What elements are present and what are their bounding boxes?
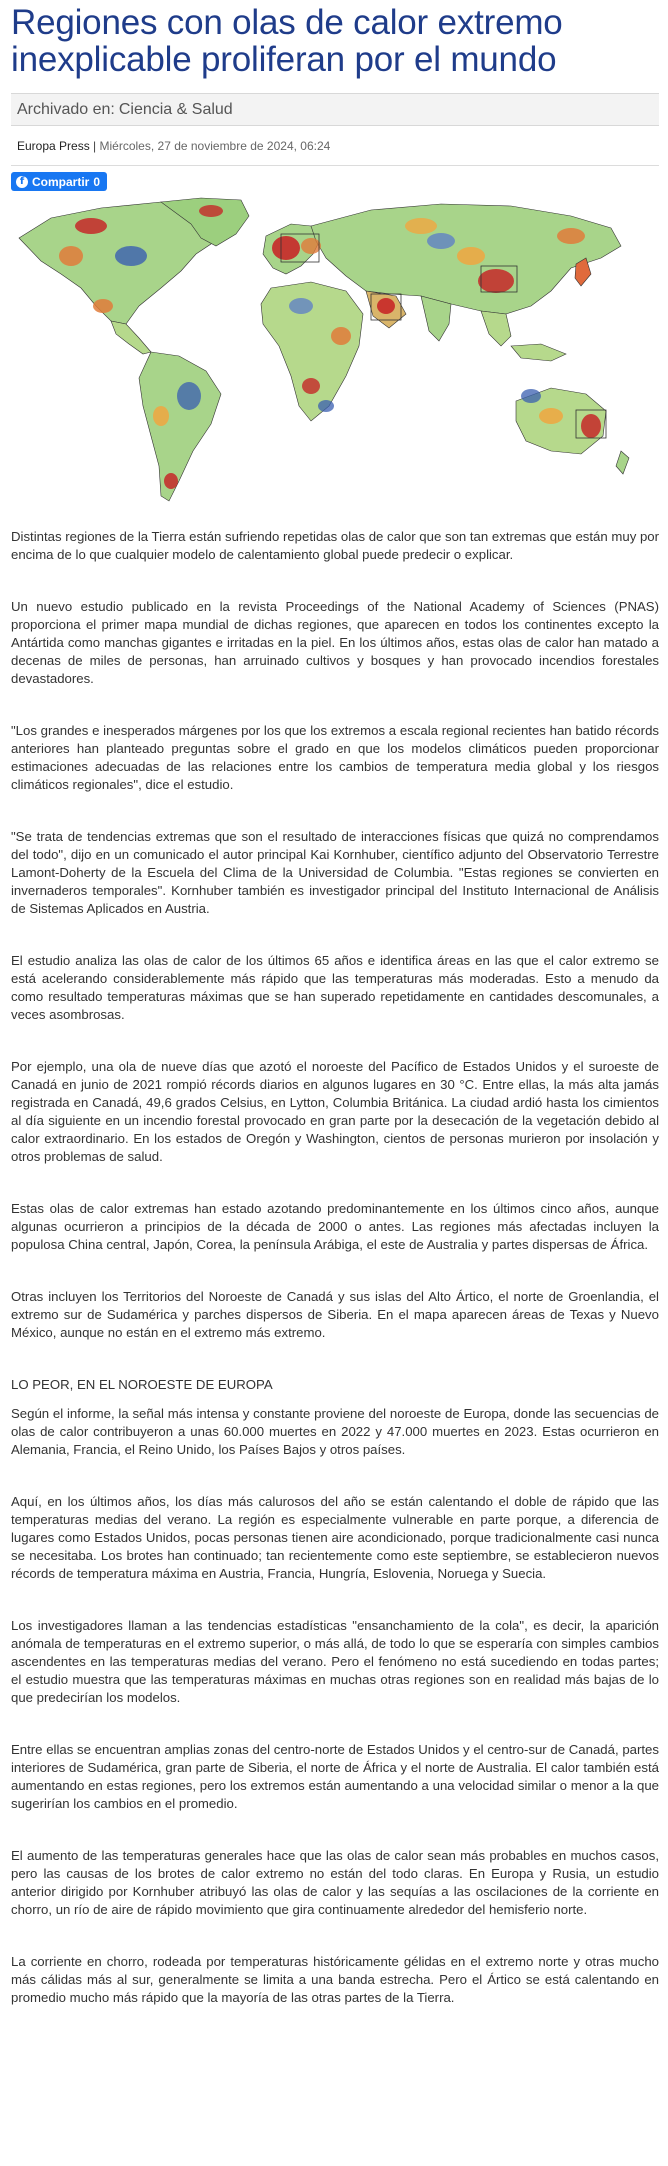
facebook-share-button[interactable]: [11, 172, 107, 191]
paragraph: Los investigadores llaman a las tendencias estadísticas "ensanchamiento de la cola", es decir, la aparición anómala de temperaturas en el extremo superior, o más allá, de todo lo que se esperaría con simples cambios ascendentes en las temperaturas medias del verano. Pero el fenómeno no está sucediendo en todas partes; el estudio muestra que las temperaturas máximas en muchas otras regiones son en realidad más bajas de lo que predecirían los modelos.: [11, 1618, 659, 1705]
paragraph: "Los grandes e inesperados márgenes por los que los extremos a escala regional recientes han batido récords anteriores han planteado preguntas sobre el grado en que los modelos climáticos pueden proporcionar estimaciones adecuadas de las relaciones entre los cambios de temperatura media global y los riesgos climáticos regionales", dice el estudio.: [11, 723, 659, 792]
paragraph: El estudio analiza las olas de calor de los últimos 65 años e identifica áreas en las que el calor extremo se está acelerando considerablemente más rápido que las temperaturas más moderadas. Esto a menudo da como resultado temperaturas máximas que se han superado repetidamente en cantidades descomunales, a veces asombrosas.: [11, 953, 659, 1022]
paragraph: El aumento de las temperaturas generales hace que las olas de calor sean más probables en muchos casos, pero las causas de los brotes de calor extremo no están del todo claras. En Europa y Rusia, un estudio anterior dirigido por Kornhuber atribuyó las olas de calor y las sequías a las oscilaciones de la corriente en chorro, un río de aire de rápido movimiento que gira continuamente alrededor del hemisferio norte.: [11, 1848, 659, 1917]
share-count: 0: [93, 174, 101, 189]
section-heading: LO PEOR, EN EL NOROESTE DE EUROPA: [11, 1377, 273, 1392]
article-title: Regiones con olas de calor extremo inexplicable proliferan por el mundo: [11, 3, 563, 79]
byline-separator: |: [89, 139, 100, 153]
article: [11, 4, 659, 2007]
facebook-icon: f: [16, 176, 28, 188]
category-link[interactable]: Ciencia & Salud: [118, 100, 233, 118]
article-body: [11, 528, 659, 2007]
category-prefix: Archivado en:: [17, 100, 115, 118]
paragraph: Un nuevo estudio publicado en la revista Proceedings of the National Academy of Sciences (PNAS) proporciona el primer mapa mundial de dichas regiones, que aparecen en todos los continentes excepto la Antártida como manchas gigantes e irritadas en la piel. En los últimos años, estas olas de calor han matado a decenas de miles de personas, han arruinado cultivos y bosques y han provocado incendios forestales devastadores.: [11, 599, 659, 686]
paragraph: Entre ellas se encuentran amplias zonas del centro-norte de Estados Unidos y el centro-sur de Canadá, partes interiores de Sudamérica, gran parte de Siberia, el norte de África y el norte de Australia. El calor también está aumentando en estas regiones, pero los extremos están aumentando a una velocidad similar o menor a la que sugerirían los cambios en el promedio.: [11, 1742, 659, 1811]
paragraph: Según el informe, la señal más intensa y constante proviene del noroeste de Europa, donde las secuencias de olas de calor contribuyeron a unas 60.000 muertes en 2022 y 47.000 muertes en 2023. Estas ocurrieron en Alemania, Francia, el Reino Unido, los Países Bajos y otros países.: [11, 1406, 659, 1457]
paragraph: Aquí, en los últimos años, los días más calurosos del año se están calentando el doble de rápido que las temperaturas medias del verano. La región es especialmente vulnerable en parte porque, a diferencia de lugares como Estados Unidos, pocas personas tienen aire acondicionado, porque tradicionalmente casi nunca se necesitaba. Los brotes han continuado; tan recientemente como este septiembre, se establecieron nuevos récords de temperatura máxima en Austria, Francia, Hungría, Eslovenia, Noruega y Suecia.: [11, 1494, 659, 1581]
byline: [11, 127, 659, 166]
world-heatwave-map: [11, 196, 659, 514]
paragraph: Distintas regiones de la Tierra están sufriendo repetidas olas de calor que son tan extremas que están muy por encima de lo que cualquier modelo de calentamiento global puede predecir o explicar.: [11, 529, 660, 562]
paragraph: La corriente en chorro, rodeada por temperaturas históricamente gélidas en el extremo norte y otras mucho más cálidas más al sur, generalmente se limita a una banda estrecha. Pero el Ártico se está calentando en promedio mucho más rápido que la mayoría de las otras partes de la Tierra.: [11, 1954, 659, 2005]
share-label: Compartir: [32, 174, 90, 189]
source-name: Europa Press: [17, 139, 90, 153]
category-bar: [11, 93, 659, 126]
paragraph: Estas olas de calor extremas han estado azotando predominantemente en los últimos cinco años, aunque algunas ocurrieron a principios de la década de 2000 o antes. Las regiones más afectadas incluyen la populosa China central, Japón, Corea, la península Arábiga, el este de Australia y partes dispersas de África.: [11, 1201, 659, 1252]
paragraph: Otras incluyen los Territorios del Noroeste de Canadá y sus islas del Alto Ártico, el norte de Groenlandia, el extremo sur de Sudamérica y parches dispersos de Siberia. En el mapa aparecen áreas de Texas y Nuevo México, aunque no están en el extremo más extremo.: [11, 1289, 659, 1340]
publish-date: Miércoles, 27 de noviembre de 2024, 06:24: [99, 139, 331, 153]
paragraph: Por ejemplo, una ola de nueve días que azotó el noroeste del Pacífico de Estados Unidos y el suroeste de Canadá en junio de 2021 rompió récords diarios en algunos lugares en 30 °C. Entre ellas, la más alta jamás registrada en Canadá, 49,6 grados Celsius, en Lytton, Columbia Británica. La ciudad ardió hasta los cimientos al día siguiente en un incendio forestal provocado en gran parte por la desecación de la vegetación debido al calor extraordinario. En los estados de Oregón y Washington, cientos de personas murieron por insolación y otros problemas de salud.: [11, 1059, 659, 1164]
paragraph: "Se trata de tendencias extremas que son el resultado de interacciones físicas que quizá no comprendamos del todo", dijo en un comunicado el autor principal Kai Kornhuber, científico adjunto del Observatorio Terrestre Lamont-Doherty de la Escuela del Clima de la Universidad de Columbia. "Estas regiones se convierten en invernaderos temporales". Kornhuber también es investigador principal del Instituto Internacional de Análisis de Sistemas Aplicados en Austria.: [11, 829, 659, 916]
